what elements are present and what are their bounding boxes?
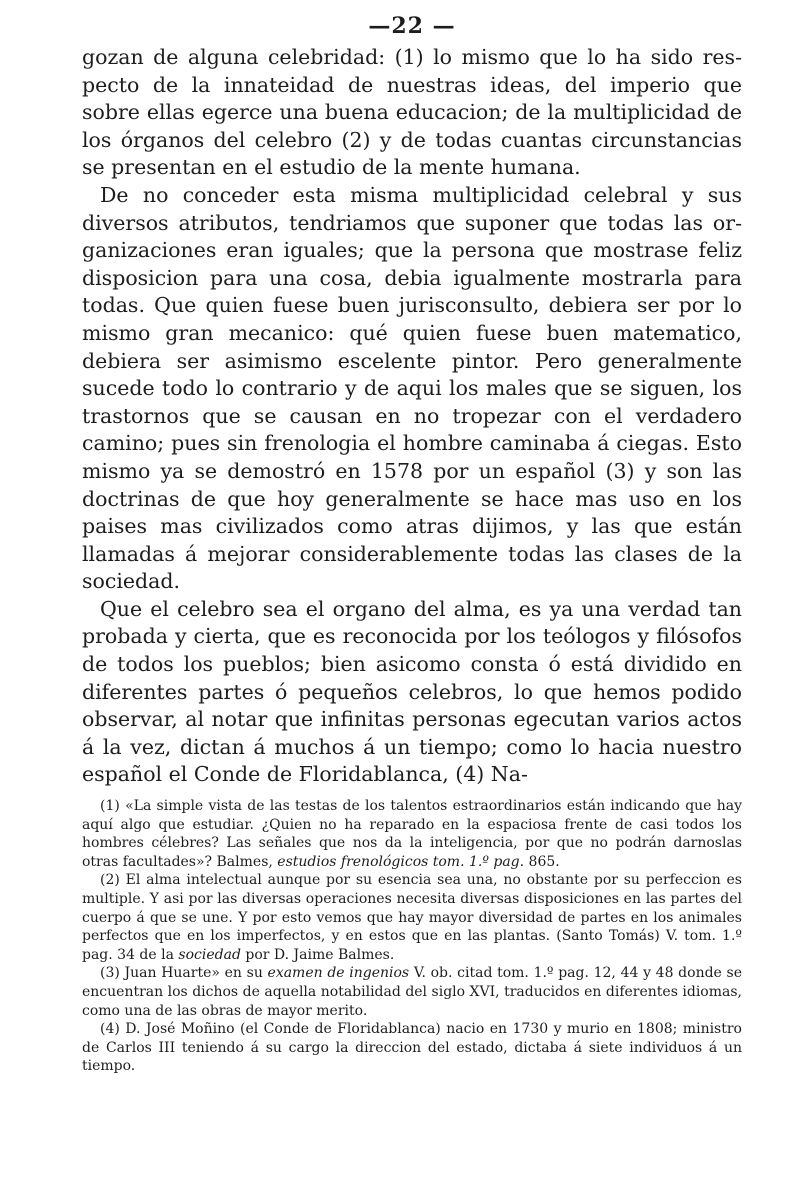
page-number: —22 —	[368, 13, 456, 39]
footnote-4-text: (4) D. José Moñino (el Conde de Floridablanca) nacio en 1730 y murio en 1808; ministro de Carlos III teniendo á su cargo la direccion del estado, dictaba á siete individuos á un tiempo.	[82, 1021, 742, 1075]
footnote-1-italic: estudios frenológicos tom. 1.º pag.	[277, 853, 525, 870]
footnote-1-text: (1) «La simple vista de las testas de los talentos estraordinarios están indicando que hay aquí algo que estudiar. ¿Quien no ha reparado en la espaciosa frente de casi todos los hombres célebres? Las señales que nos da la inteligencia, por que no podrán darnoslas otras facultades»? Balmes,	[82, 798, 742, 870]
footnote-4	[82, 1020, 742, 1076]
footnote-3-italic: examen de ingenios	[267, 965, 410, 982]
footnote-3-text: (3) Juan Huarte» en su	[100, 965, 268, 982]
footnote-2	[82, 871, 742, 964]
paragraph-3: Que el celebro sea el organo del alma, es ya una verdad tan probada y cierta, que es reconocida por los teólogos y filósofos de todos los pueblos; bien asicomo consta ó está dividido en diferentes partes ó pequeños celebros, lo que hemos podido observar, al notar que infinitas personas egecutan varios actos á la vez, dictan á muchos á un tiempo; como lo hacia nuestro español el Conde de Floridablanca, (4) Na-	[82, 596, 742, 787]
book-page	[82, 12, 742, 1192]
paragraph-2: De no conceder esta misma multiplicidad celebral y sus diversos atributos, tendriamos que suponer que todas las organizaciones eran iguales; que la persona que mostrase feliz disposicion para una cosa, debia igualmente mostrarla para todas. Que quien fuese buen jurisconsulto, debiera ser por lo mismo gran mecanico: qué quien fuese buen matematico, debiera ser asimismo escelente pintor. Pero generalmente sucede todo lo contrario y de aqui los males que se siguen, los trastornos que se causan en no tropezar con el verdadero camino; pues sin frenologia el hombre caminaba á ciegas. Esto mismo ya se demostró en 1578 por un español (3) y son las doctrinas de que hoy generalmente se hace mas uso en los paises mas civilizados como atras dijimos, y las que están llamadas á mejorar considerablemente todas las clases de la sociedad.	[82, 182, 742, 594]
footnote-1-tail: 865.	[524, 853, 560, 870]
footnote-2-text: (2) El alma intelectual aunque por su esencia sea una, no obstante por su perfeccion es multiple. Y asi por las diversas operaciones necesita diversas disposiciones en las partes del cuerpo á que se une. Y por esto vemos que hay mayor diversidad de partes en los animales perfectos que en los imperfectos, y en estos que en las plantas. (Santo Tomás) V. tom. 1.º pag. 34 de la	[82, 872, 742, 963]
footnote-2-tail: por D. Jaime Balmes.	[240, 946, 395, 963]
footnotes	[82, 797, 742, 1076]
footnote-1	[82, 797, 742, 871]
footnote-3-tail: V. ob. citad tom. 1.º pag. 12, 44 y 48 donde se encuentran los dichos de aquella notabilidad del siglo XVI, traducidos en diferentes idiomas, como una de las obras de mayor merito.	[82, 965, 742, 1019]
footnote-2-italic: sociedad	[178, 946, 241, 963]
footnote-3	[82, 964, 742, 1020]
paragraph-1: gozan de alguna celebridad: (1) lo mismo que lo ha sido respecto de la innateidad de nuestras ideas, del imperio que sobre ellas egerce una buena educacion; de la multiplicidad de los órganos del celebro (2) y de todas cuantas circunstancias se presentan en el estudio de la mente humana.	[82, 45, 742, 180]
main-text	[82, 44, 742, 789]
